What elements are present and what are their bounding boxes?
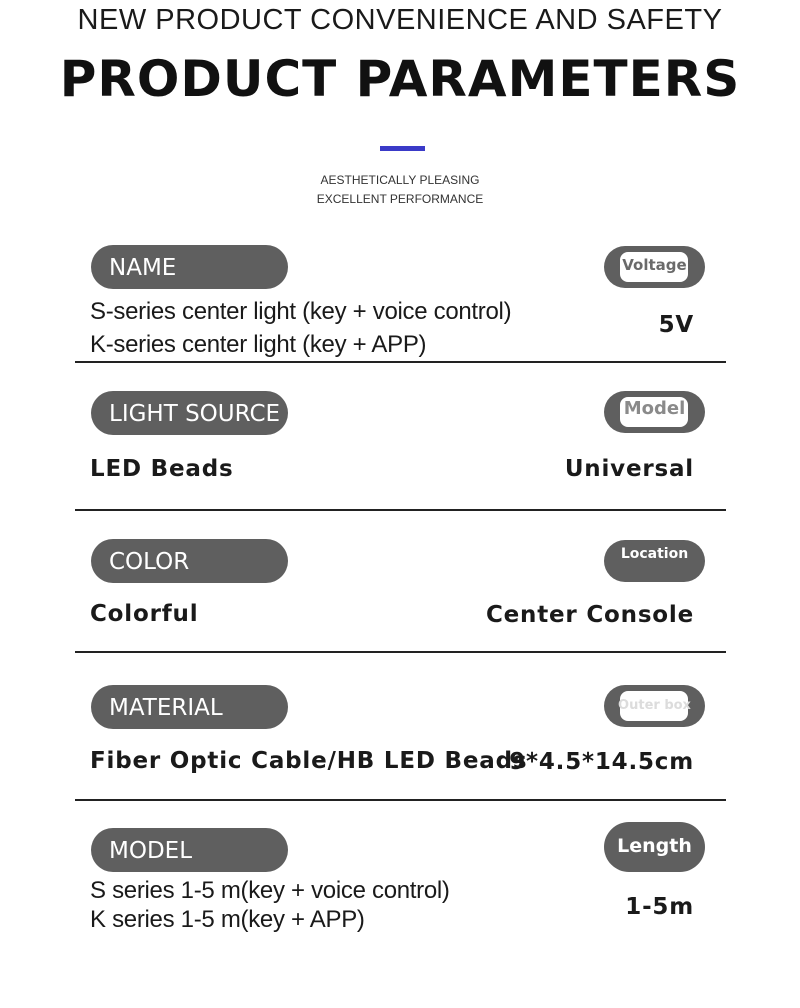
badge-label-length: Length — [617, 835, 692, 857]
badge-location — [604, 540, 705, 582]
badge-label-voltage: Voltage — [622, 256, 687, 274]
badge-label-outer-box: Outer box — [618, 698, 691, 713]
param-side-value-voltage: 5V — [658, 312, 694, 338]
param-side-value-model: Universal — [564, 456, 694, 482]
badge-length — [604, 822, 705, 872]
param-value-light-source: LED Beads — [90, 456, 234, 482]
param-label-color: COLOR — [91, 539, 288, 583]
row-divider — [75, 361, 726, 363]
tagline-line-1: AESTHETICALLY PLEASING — [320, 173, 480, 187]
page-title: PRODUCT PARAMETERS — [59, 50, 741, 108]
badge-voltage — [604, 246, 705, 288]
param-label-model: MODEL — [91, 828, 288, 872]
param-label-light-source: LIGHT SOURCE — [91, 391, 288, 435]
param-value-color: Colorful — [90, 601, 199, 627]
param-side-value-location: Center Console — [485, 602, 694, 628]
badge-outer-box — [604, 685, 705, 727]
param-side-value-length: 1-5m — [625, 894, 694, 920]
param-value-name-line-1: S-series center light (key + voice control) — [90, 298, 512, 325]
tagline-line-2: EXCELLENT PERFORMANCE — [316, 192, 484, 206]
row-divider — [75, 509, 726, 511]
param-value-material: Fiber Optic Cable/HB LED Beads — [90, 748, 528, 774]
row-divider — [75, 799, 726, 801]
header-subtitle: NEW PRODUCT CONVENIENCE AND SAFETY — [77, 4, 723, 36]
badge-model — [604, 391, 705, 433]
accent-divider — [380, 146, 425, 151]
param-label-name: NAME — [91, 245, 288, 289]
param-value-model-line-2: K series 1-5 m(key + APP) — [90, 906, 365, 933]
param-value-name-line-2: K-series center light (key + APP) — [90, 331, 427, 358]
param-value-model-line-1: S series 1-5 m(key + voice control) — [90, 877, 450, 904]
param-side-value-outer-box: 9*4.5*14.5cm — [509, 749, 694, 775]
row-divider — [75, 651, 726, 653]
badge-label-model: Model — [623, 398, 686, 419]
param-label-material: MATERIAL — [91, 685, 288, 729]
badge-label-location: Location — [620, 546, 689, 562]
